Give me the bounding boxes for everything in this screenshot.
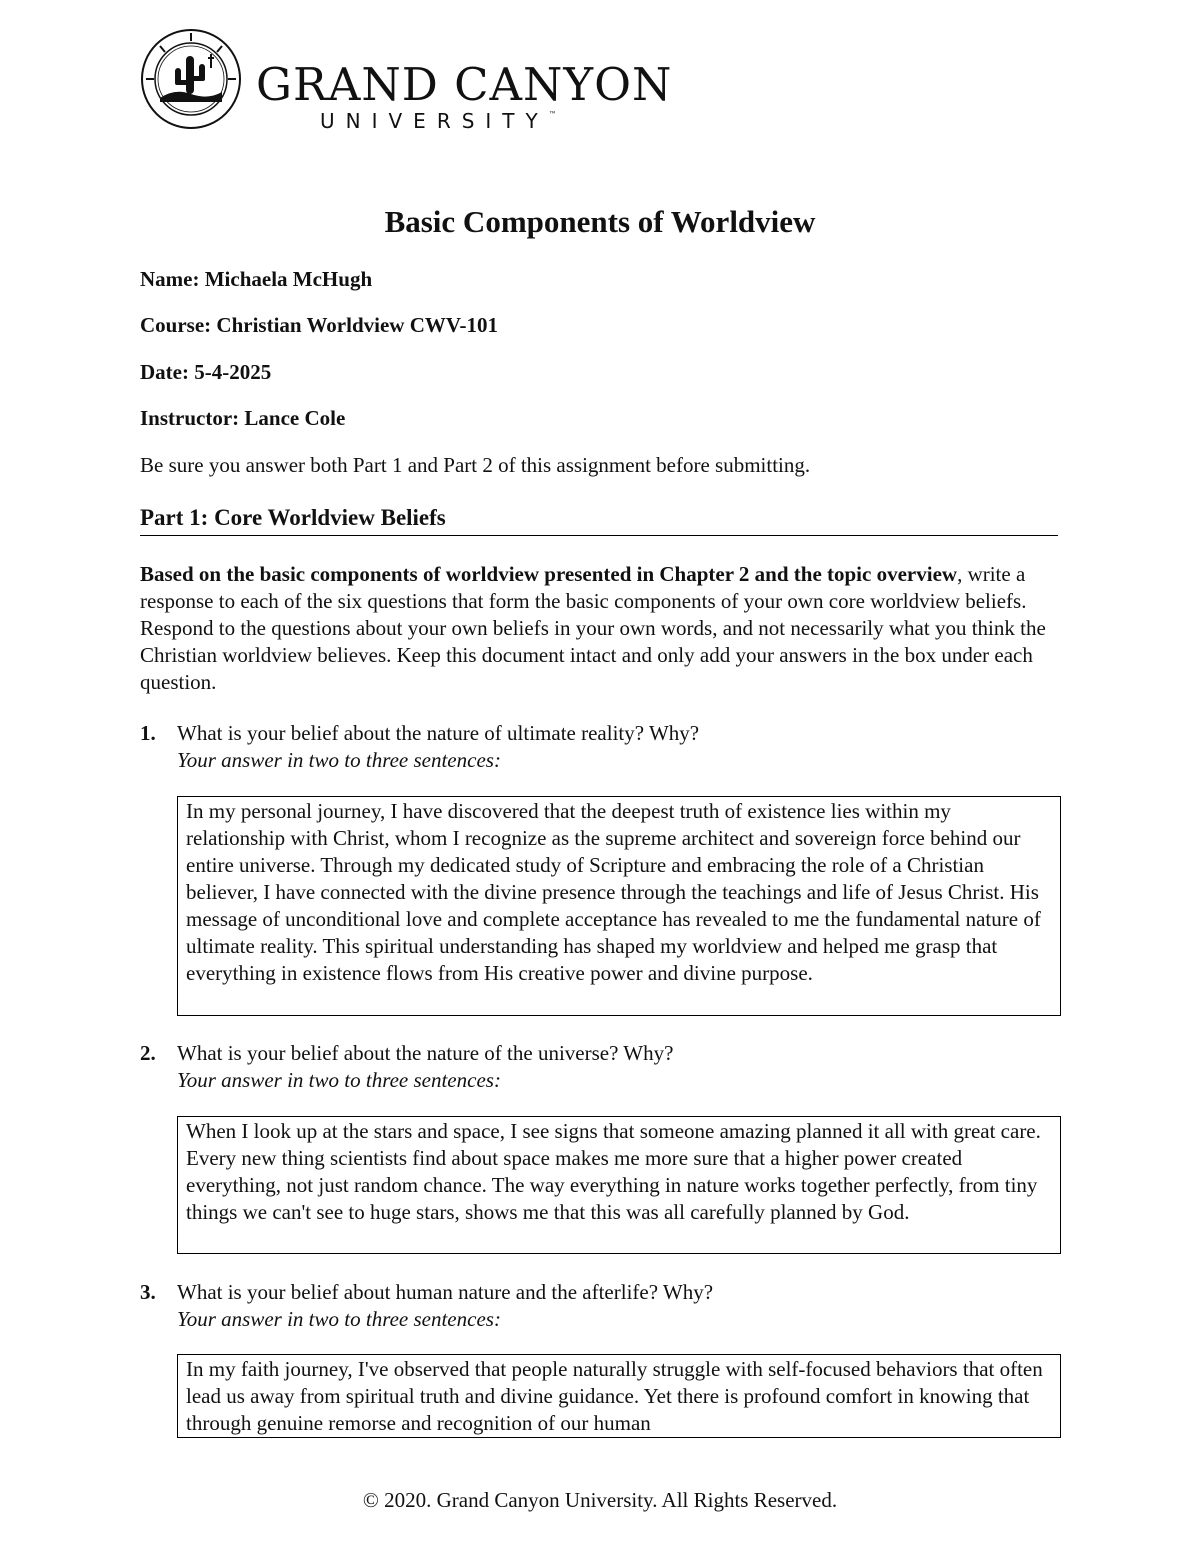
question-hint: Your answer in two to three sentences: — [177, 1068, 501, 1092]
instructor-value: Lance Cole — [244, 406, 346, 430]
answer-box-2[interactable]: When I look up at the stars and space, I see signs that someone amazing planned it all with great care. Every new thing scientists find about space makes me more sure that a higher power created everything, not just random chance. The way everything in nature works together perfectly, from tiny things we can't see to huge stars, shows me that this was all carefully planned by God. — [177, 1116, 1061, 1254]
name-value: Michaela McHugh — [204, 267, 373, 291]
question-text: What is your belief about human nature and the afterlife? Why? — [177, 1280, 714, 1304]
question-number: 1. — [140, 721, 156, 745]
question-number: 2. — [140, 1041, 156, 1065]
university-logo — [140, 28, 673, 134]
instructor-label: Instructor: — [140, 406, 240, 430]
brand-subtitle — [320, 111, 557, 131]
question-text: What is your belief about the nature of ultimate reality? Why? — [177, 721, 700, 745]
name-field — [140, 267, 372, 292]
question-hint: Your answer in two to three sentences: — [177, 1307, 501, 1331]
instructor-field — [140, 406, 345, 431]
date-label: Date: — [140, 360, 189, 384]
document-title: Basic Components of Worldview — [384, 204, 816, 239]
answer-box-3[interactable]: In my faith journey, I've observed that people naturally struggle with self-focused behaviors that often lead us away from spiritual truth and divine guidance. Yet there is profound comfort in knowing that through genuine remorse and recognition of our human — [177, 1354, 1061, 1438]
university-seal-icon — [140, 28, 242, 130]
brand-sub-text: UNIVERSITY — [320, 109, 549, 133]
part1-heading: Part 1: Core Worldview Beliefs — [140, 504, 1058, 536]
part1-intro-rest: , write a response to each of the six questions that form the basic components of your own core worldview beliefs. Respond to the questions about your own beliefs in your own words, and not necessarily what you think the Christian worldview believes. Keep this document intact and only add your answers in the box under each question. — [140, 562, 1046, 694]
trademark-symbol: ™ — [548, 110, 557, 119]
date-field — [140, 360, 271, 385]
course-label: Course: — [140, 313, 212, 337]
name-label: Name: — [140, 267, 200, 291]
submission-note: Be sure you answer both Part 1 and Part 2 of this assignment before submitting. — [140, 453, 811, 477]
answer-box-1[interactable]: In my personal journey, I have discovered that the deepest truth of existence lies within my relationship with Christ, whom I recognize as the supreme architect and sovereign force behind our entire universe. Through my dedicated study of Scripture and embracing the role of a Christian believer, I have connected with the divine presence through the teachings and life of Jesus Christ. His message of unconditional love and complete acceptance has revealed to me the fundamental nature of ultimate reality. This spiritual understanding has shaped my worldview and helped me grasp that everything in existence flows from His creative power and divine purpose. — [177, 796, 1061, 1016]
question-number: 3. — [140, 1280, 156, 1304]
question-hint: Your answer in two to three sentences: — [177, 748, 501, 772]
course-field — [140, 313, 498, 338]
copyright-footer: © 2020. Grand Canyon University. All Rights Reserved. — [362, 1488, 838, 1512]
brand-name: GRAND CANYON — [256, 58, 673, 111]
question-text: What is your belief about the nature of the universe? Why? — [177, 1041, 674, 1065]
part1-instructions — [140, 561, 1060, 696]
course-value: Christian Worldview CWV-101 — [216, 313, 498, 337]
date-value: 5-4-2025 — [194, 360, 272, 384]
part1-intro-bold: Based on the basic components of worldview presented in Chapter 2 and the topic overview — [140, 562, 958, 586]
